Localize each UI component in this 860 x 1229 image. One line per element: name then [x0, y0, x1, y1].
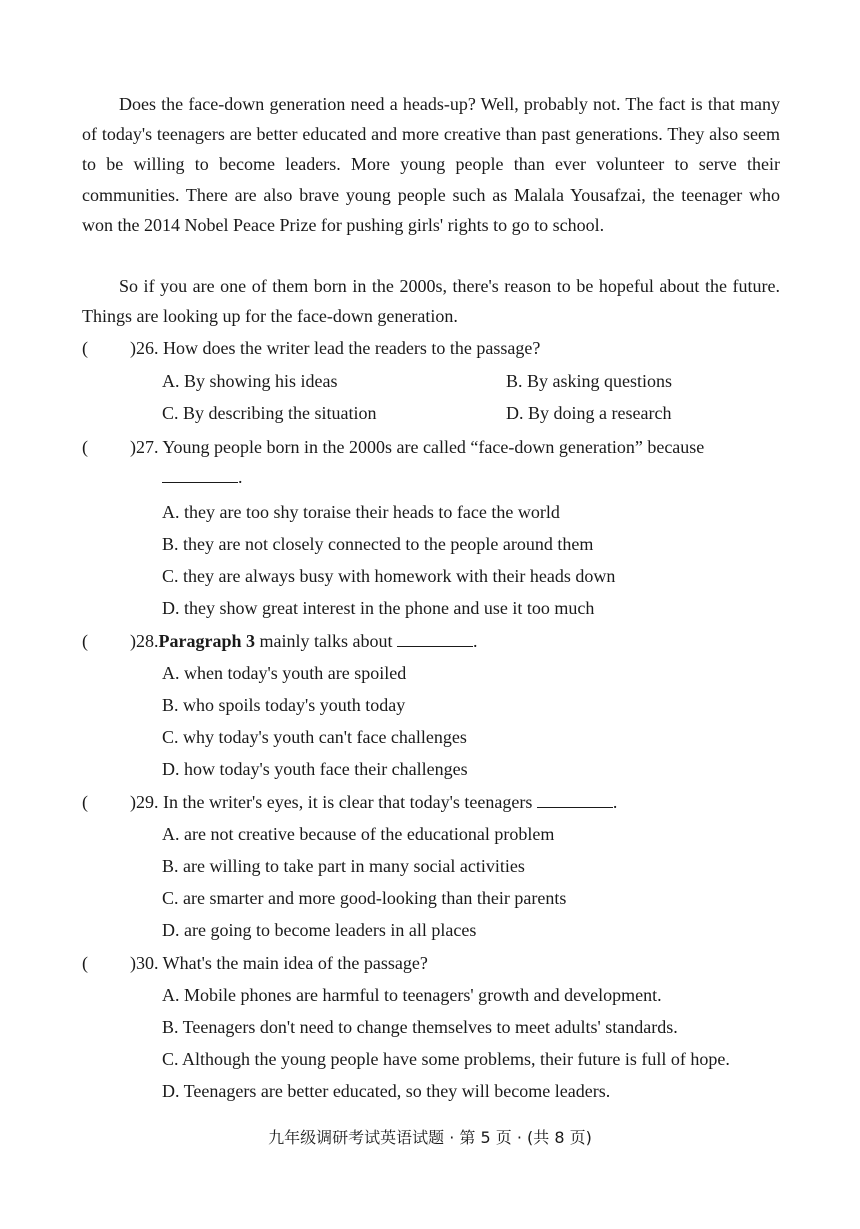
question-text: )30. What's the main idea of the passage?: [130, 953, 428, 973]
option-d: D. Teenagers are better educated, so they will become leaders.: [162, 1081, 611, 1101]
option-a: A. when today's youth are spoiled: [162, 663, 407, 683]
option-b: B. Teenagers don't need to change themselves to meet adults' standards.: [162, 1017, 678, 1037]
question-text: )29. In the writer's eyes, it is clear that today's teenagers .: [130, 792, 618, 812]
answer-blank: [397, 632, 473, 647]
answer-blank: [537, 793, 613, 808]
passage-paragraph-1-text: Does the face-down generation need a heads-up? Well, probably not. The fact is that many of today's teenagers are better educated and more creative than past generations. They also seem to be willing to become leaders. More young people than ever volunteer to serve their communities. There are also brave young people such as Malala Yousafzai, the teenager who won the 2014 Nobel Peace Prize for pushing girls' rights to go to school.: [82, 94, 780, 235]
option-d: D. By doing a research: [506, 403, 672, 423]
option-b: B. they are not closely connected to the people around them: [162, 534, 594, 554]
passage-paragraph-2: [82, 271, 780, 331]
option-b: B. By asking questions: [506, 371, 673, 391]
bold-paragraph-ref: Paragraph 3: [158, 631, 255, 651]
passage-paragraph-1: [82, 89, 780, 240]
option-c: C. are smarter and more good-looking than their parents: [162, 888, 567, 908]
option-a: A. are not creative because of the educational problem: [162, 824, 555, 844]
option-c: C. why today's youth can't face challenges: [162, 727, 467, 747]
option-a: A. By showing his ideas: [162, 371, 338, 391]
option-a: A. they are too shy toraise their heads to face the world: [162, 502, 560, 522]
option-c: C. Although the young people have some problems, their future is full of hope.: [162, 1049, 730, 1069]
question-text: )27. Young people born in the 2000s are called “face-down generation” because: [130, 437, 705, 457]
page-footer: 九年级调研考试英语试题 · 第 5 页 · (共 8 页): [268, 1128, 592, 1147]
option-b: B. are willing to take part in many social activities: [162, 856, 525, 876]
answer-paren: (: [82, 631, 88, 651]
question-text: )26. How does the writer lead the readers to the passage?: [130, 338, 541, 358]
answer-paren: (: [82, 338, 88, 358]
option-a: A. Mobile phones are harmful to teenagers' growth and development.: [162, 985, 662, 1005]
answer-blank: .: [162, 466, 243, 488]
option-b: B. who spoils today's youth today: [162, 695, 406, 715]
answer-paren: (: [82, 953, 88, 973]
option-c: C. By describing the situation: [162, 403, 377, 423]
option-c: C. they are always busy with homework with their heads down: [162, 566, 616, 586]
passage-paragraph-2-text: So if you are one of them born in the 2000s, there's reason to be hopeful about the future. Things are looking up for the face-down generation.: [82, 276, 780, 327]
question-text: )28.Paragraph 3 mainly talks about .: [130, 631, 478, 651]
option-d: D. they show great interest in the phone and use it too much: [162, 598, 595, 618]
answer-paren: (: [82, 437, 88, 457]
option-d: D. how today's youth face their challenges: [162, 759, 468, 779]
answer-paren: (: [82, 792, 88, 812]
option-d: D. are going to become leaders in all places: [162, 920, 477, 940]
